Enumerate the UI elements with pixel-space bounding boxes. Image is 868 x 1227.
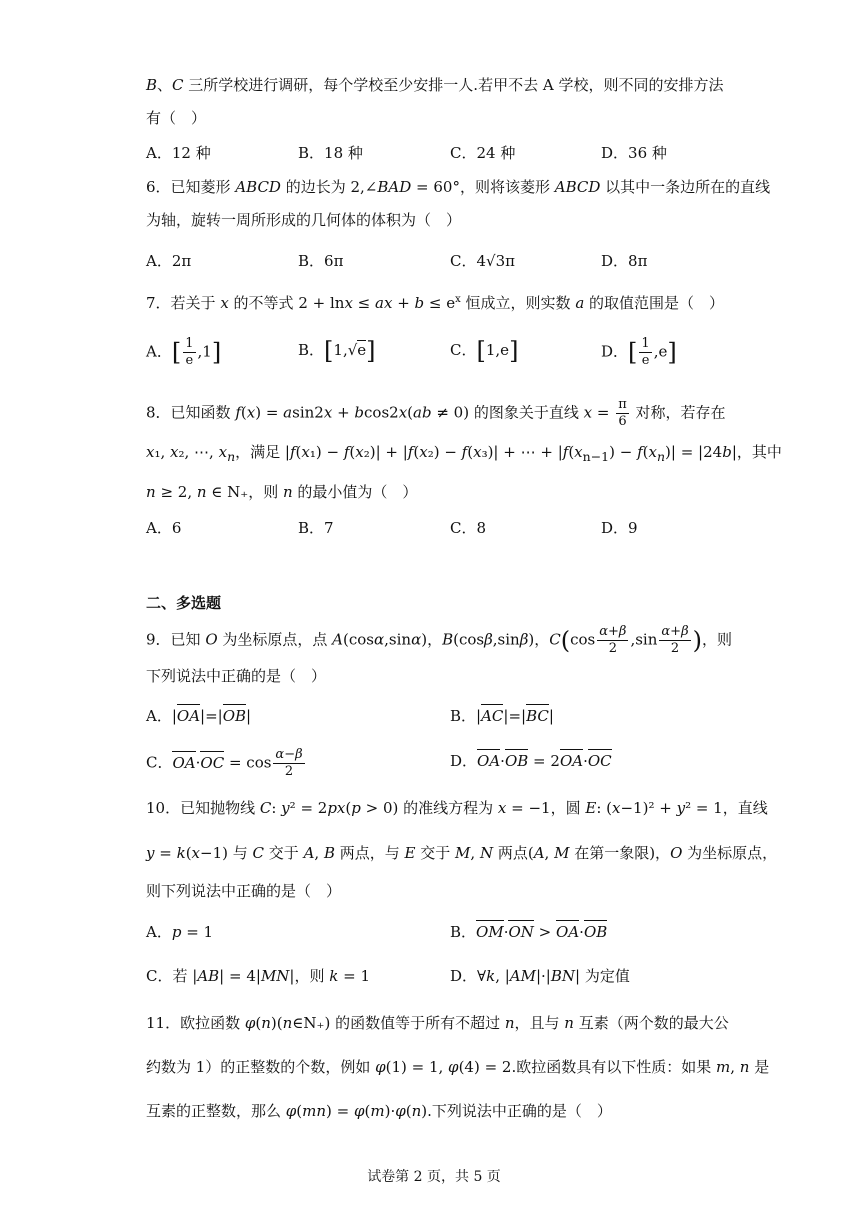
q5-line-1: B、C 三所学校进行调研，每个学校至少安排一人.若甲不去 A 学校，则不同的安排方法 xyxy=(146,76,724,94)
q11-line-2: 约数为 1）的正整数的个数，例如 φ(1) = 1, φ(4) = 2.欧拉函数具有以下性质：如果 m, n 是 xyxy=(146,1058,770,1076)
q7-option-c: C．[1,e] xyxy=(450,337,519,365)
q7-option-a: A．[ $\frac{1}{e}$ ,1] xyxy=(146,336,222,368)
q10-option-b: B．OM·ON > OA·OB xyxy=(450,923,608,941)
q6-line-1: 6．已知菱形 ABCD 的边长为 2,∠BAD = 60°，则将该菱形 ABCD 以其中一条边所在的直线 xyxy=(146,178,771,196)
q10-line-3: 则下列说法中正确的是（ ） xyxy=(146,882,342,900)
q5-option-b: B．18 种 xyxy=(298,144,363,162)
q5-line-2: 有（ ） xyxy=(146,109,207,127)
q10-option-c: C．若 |AB| = 4|MN|，则 k = 1 xyxy=(146,967,370,985)
q7-option-d: D．[ $\frac{1}{e}$ ,e] xyxy=(601,336,677,368)
q8-line-2: x₁, x₂, ⋯, $x_n$，满足 |f(x₁) − f(x₂)| + |f(x₂) − f(x₃)| + ⋯ + $|f(x_{n-1}) - f(x_n)| = |24b|$，其中 xyxy=(146,443,782,464)
q11-line-1: 11．欧拉函数 φ(n)(n∈N₊) 的函数值等于所有不超过 n，且与 n 互素（两个数的最大公 xyxy=(146,1014,729,1032)
q9-line-1: 9．已知 O 为坐标原点，点 A(cosα,sinα)，B(cosβ,sinβ)，C(cos $\frac{\alpha+\beta}{2}$ ,sin $\frac{\alpha+\beta}{2}$ )，则 xyxy=(146,624,732,656)
q10-line-1: 10．已知抛物线 C: y² = 2px(p > 0) 的准线方程为 x = −1，圆 E: (x−1)² + y² = 1，直线 xyxy=(146,799,768,817)
q7-line-1: 7．若关于 x 的不等式 2 + lnx ≤ ax + $b \le e^x$ 恒成立，则实数 a 的取值范围是（ ） xyxy=(146,294,725,312)
q9-line-2: 下列说法中正确的是（ ） xyxy=(146,667,327,685)
q8-option-d: D．9 xyxy=(601,519,638,537)
q5-option-c: C．24 种 xyxy=(450,144,516,162)
q6-option-c: C．4√3π xyxy=(450,252,515,270)
q10-option-d: D．∀k, |AM|·|BN| 为定值 xyxy=(450,967,630,985)
q8-line-3: n ≥ 2, n ∈ N₊，则 n 的最小值为（ ） xyxy=(146,483,418,501)
q6-option-d: D．8π xyxy=(601,252,648,270)
q9-option-a: A．|OA|=|OB| xyxy=(146,707,252,725)
q7-option-b: B．[1,√e] xyxy=(298,337,376,365)
q5-option-a: A．12 种 xyxy=(146,144,211,162)
q10-line-2: y = k(x−1) 与 C 交于 A, B 两点，与 E 交于 M, N 两点(A, M 在第一象限)，O 为坐标原点， xyxy=(146,844,778,862)
section-title: 二、多选题 xyxy=(146,594,222,612)
q9-option-c: C．OA·OC = cos $\frac{\alpha-\beta}{2}$ xyxy=(146,747,303,779)
q8-option-a: A．6 xyxy=(146,519,182,537)
page-footer: 试卷第 2 页，共 5 页 xyxy=(367,1169,501,1185)
q9-option-b: B．|AC|=|BC| xyxy=(450,707,554,725)
q5-option-d: D．36 种 xyxy=(601,144,667,162)
q6-option-b: B．6π xyxy=(298,252,344,270)
q8-line-1: 8．已知函数 f(x) = asin2x + bcos2x(ab ≠ 0) 的图象关于直线 x = $\frac{\pi}{6}$ 对称，若存在 xyxy=(146,397,726,429)
q8-option-c: C．8 xyxy=(450,519,487,537)
q10-option-a: A．p = 1 xyxy=(146,923,214,941)
q9-option-d: D．OA·OB = 2OA·OC xyxy=(450,752,612,770)
q11-line-3: 互素的正整数，那么 φ(mn) = φ(m)·φ(n).下列说法中正确的是（ ） xyxy=(146,1102,612,1120)
q6-option-a: A．2π xyxy=(146,252,192,270)
q8-option-b: B．7 xyxy=(298,519,334,537)
q6-line-2: 为轴，旋转一周所形成的几何体的体积为（ ） xyxy=(146,211,462,229)
